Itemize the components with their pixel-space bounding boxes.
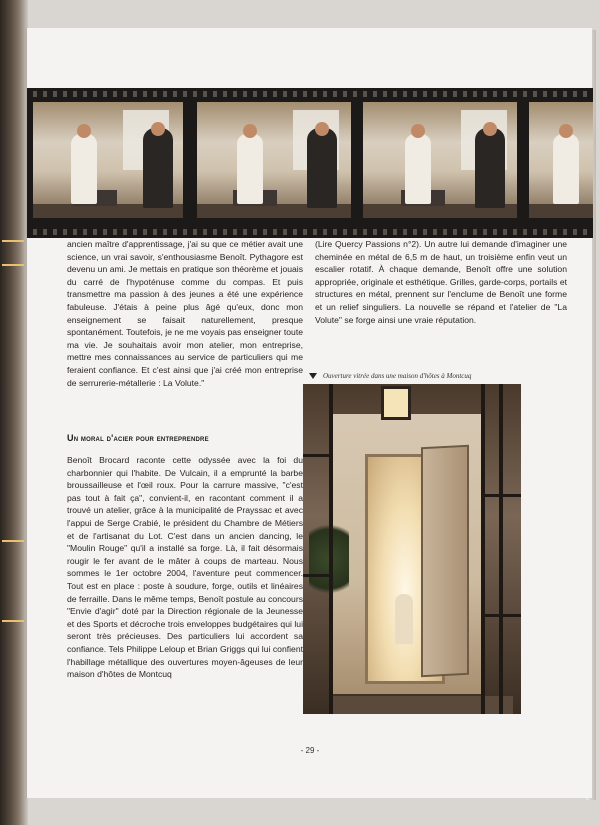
scan-shadow-left xyxy=(0,0,28,825)
blacksmith-head xyxy=(151,122,165,136)
paragraph: ancien maître d'apprentissage, j'ai su que ce métier avait une science, un vrai savoir, s'enthousiasme Benoît. Pythagore est devenu un ami. Je mettais en pratique son théorème et jouais du carré de l'hypoténuse comme du compas. Et puis transmettre ma passion à des jeunes a été une expérience fabuleuse. J'étais à peine plus âgé qu'eux, donc mon enseignement se faisait naturellement, presque spontanément. Toutefois, je ne me voyais pas enseigner toute ma vie. Je souhaitais avoir mon atelier, mon entreprise, mettre mes connaissances au service de particuliers qui me feraient confiance. Et c'est ainsi que j'ai créé mon entreprise de serrurerie-métallerie : La Volute." xyxy=(67,239,303,388)
page-number: - 29 - xyxy=(300,746,320,755)
film-frame xyxy=(363,102,517,218)
article-column-left-bottom xyxy=(67,454,303,681)
doorway-photo xyxy=(303,384,521,714)
scan-glint xyxy=(2,540,24,542)
grille-crossbar xyxy=(303,574,333,577)
paragraph: Benoît Brocard raconte cette odyssée avec la foi du charbonnier qui l'habite. De Vulcain, il a emprunté la barbe broussailleuse et l'œil roux. Pour la carrure massive, "c'est pas tout à fait ça", convient-il, en racontant comment il a trouvé un atelier, grâce à la municipalité de Prayssac et avec l'appui de Serge Crabié, le président du Chambre de Métiers et de l'artisanat du Lot. C'est dans un ancien dancing, le "Moulin Rouge" qu'il a installé sa forge. Là, il fait désormais rougir le fer avant de le mâter à coups de marteau. Nous sommes le 1er octobre 2004, l'aventure peut commencer. Tout est en place : poste à soudure, forge, outils et linéaires de ferraille. Dans le même temps, Benoît postule au concours "Envie d'agir" doté par la Direction régionale de la Jeunesse et des Sports et décroche trois enveloppes budgétaires qui lui seront très précieuses. Des particuliers lui accordent sa confiance. Tels Philippe Leloup et Brian Griggs qui lui confient l'habillage métallique des ouvertures moyen-âgeuses de leur maison d'hôtes de Montcuq xyxy=(67,455,303,680)
frame-floor xyxy=(529,204,593,218)
article-column-right xyxy=(315,238,567,326)
photo-door-leaf xyxy=(421,445,469,678)
blacksmith-figure xyxy=(71,134,97,204)
photo-step xyxy=(333,696,513,714)
blacksmith-figure xyxy=(475,128,505,208)
photo-sculpture xyxy=(395,594,413,644)
film-frame xyxy=(197,102,351,218)
sprocket-row xyxy=(27,229,593,235)
film-frame xyxy=(33,102,183,218)
film-strip-photo xyxy=(27,88,593,238)
blacksmith-head xyxy=(243,124,257,138)
blacksmith-figure xyxy=(143,128,173,208)
grille-bar xyxy=(499,384,503,714)
grille-crossbar xyxy=(481,494,521,497)
blacksmith-head xyxy=(411,124,425,138)
blacksmith-figure xyxy=(405,134,431,204)
blacksmith-head xyxy=(559,124,573,138)
blacksmith-head xyxy=(315,122,329,136)
film-frame xyxy=(529,102,593,218)
section-heading: Un moral d'acier pour entreprendre xyxy=(67,433,209,443)
scan-glint xyxy=(2,264,24,266)
photo-caption-text: Ouverture vitrée dans une maison d'hôtes à Montcuq xyxy=(323,372,472,380)
blacksmith-figure xyxy=(553,134,579,204)
magazine-page xyxy=(26,28,592,798)
grille-crossbar xyxy=(481,614,521,617)
blacksmith-figure xyxy=(307,128,337,208)
scan-glint xyxy=(2,240,24,242)
blacksmith-head xyxy=(77,124,91,138)
sprocket-row xyxy=(27,91,593,97)
blacksmith-figure xyxy=(237,134,263,204)
caption-triangle-icon xyxy=(309,373,317,379)
lantern-icon xyxy=(381,386,411,420)
scan-glint xyxy=(2,620,24,622)
grille-bar xyxy=(329,384,333,714)
blacksmith-head xyxy=(483,122,497,136)
article-column-left-top xyxy=(67,238,303,389)
grille-bar xyxy=(481,384,485,714)
paragraph: (Lire Quercy Passions n°2). Un autre lui demande d'imaginer une cheminée en métal de 6,5 m de haut, un troisième enfin veut un escalier rotatif. À chaque demande, Benoît offre une solution appropriée, originale et esthétique. Grilles, garde-corps, portails et structures en métal, prennent sur l'enclume de Benoît une forme et un relief singuliers. La nouvelle se répand et l'atelier de "La Volute" se forge ainsi une vraie réputation. xyxy=(315,239,567,325)
grille-crossbar xyxy=(303,454,333,457)
photo-caption xyxy=(309,372,579,380)
